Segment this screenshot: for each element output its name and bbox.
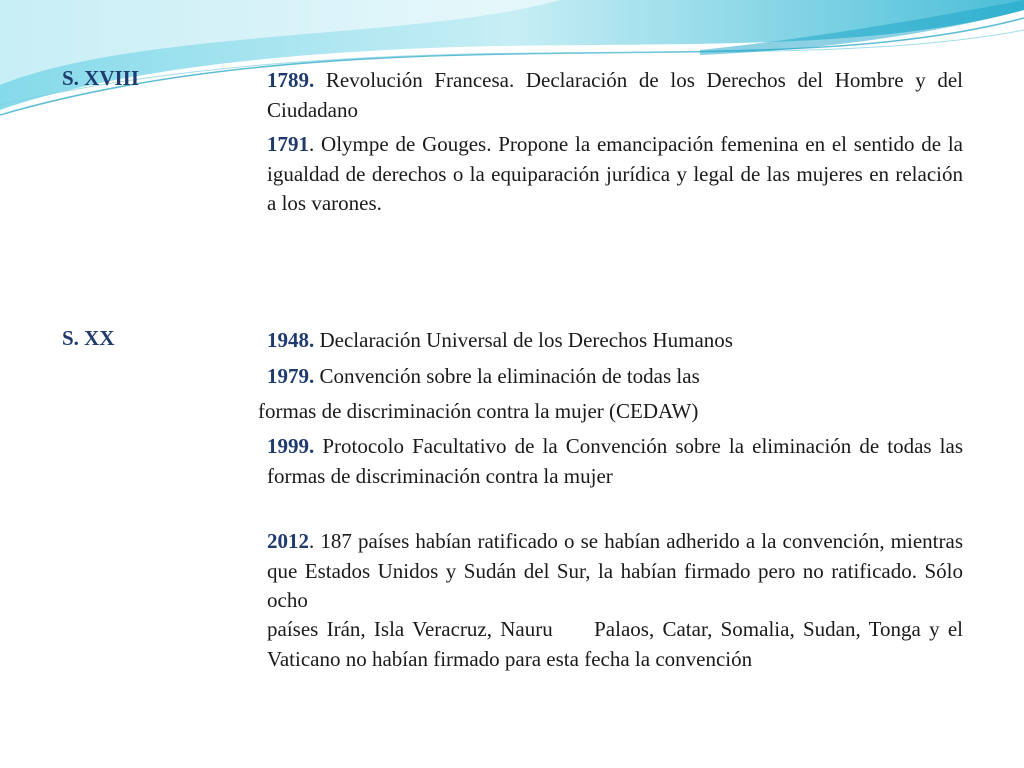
- entry-1979: [267, 362, 963, 392]
- entry-2012: [267, 527, 963, 616]
- entry-year: 2012: [267, 529, 309, 553]
- entry-year: 1948.: [267, 328, 315, 352]
- century-label-xviii: S. XVIII: [62, 66, 140, 90]
- century-label-xx: S. XX: [62, 326, 115, 350]
- entry-text: . 187 países habían ratificado o se habían adherido a la convención, mientras que Estados Unidos y Sudán del Sur, la habían firmado pero no ratificado. Sólo ocho: [267, 529, 963, 612]
- entry-text: Revolución Francesa. Declaración de los Derechos del Hombre y del Ciudadano: [267, 68, 963, 122]
- entry-text: Declaración Universal de los Derechos Humanos: [314, 328, 733, 352]
- entry-1999: [267, 432, 963, 491]
- entry-text: Protocolo Facultativo de la Convención sobre la eliminación de todas las formas de discriminación contra la mujer: [267, 434, 963, 488]
- entry-text: Convención sobre la eliminación de todas las: [314, 364, 700, 388]
- entry-1791: [267, 130, 963, 219]
- entry-year: 1791: [267, 132, 309, 156]
- entry-year: 1979.: [267, 364, 315, 388]
- entry-2012-continuation: países Irán, Isla Veracruz, Nauru Palaos, Catar, Somalia, Sudan, Tonga y el Vaticano no habían firmado para esta fecha la convención: [267, 617, 968, 671]
- entry-1979-continuation: formas de discriminación contra la mujer (CEDAW): [258, 399, 699, 423]
- entry-text: . Olympe de Gouges. Propone la emancipación femenina en el sentido de la igualdad de derechos o la equiparación jurídica y legal de las mujeres en relación a los varones.: [267, 132, 963, 215]
- entry-1789: [267, 66, 963, 125]
- entry-year: 1999.: [267, 434, 315, 458]
- entry-1948: [267, 326, 963, 356]
- entry-year: 1789.: [267, 68, 315, 92]
